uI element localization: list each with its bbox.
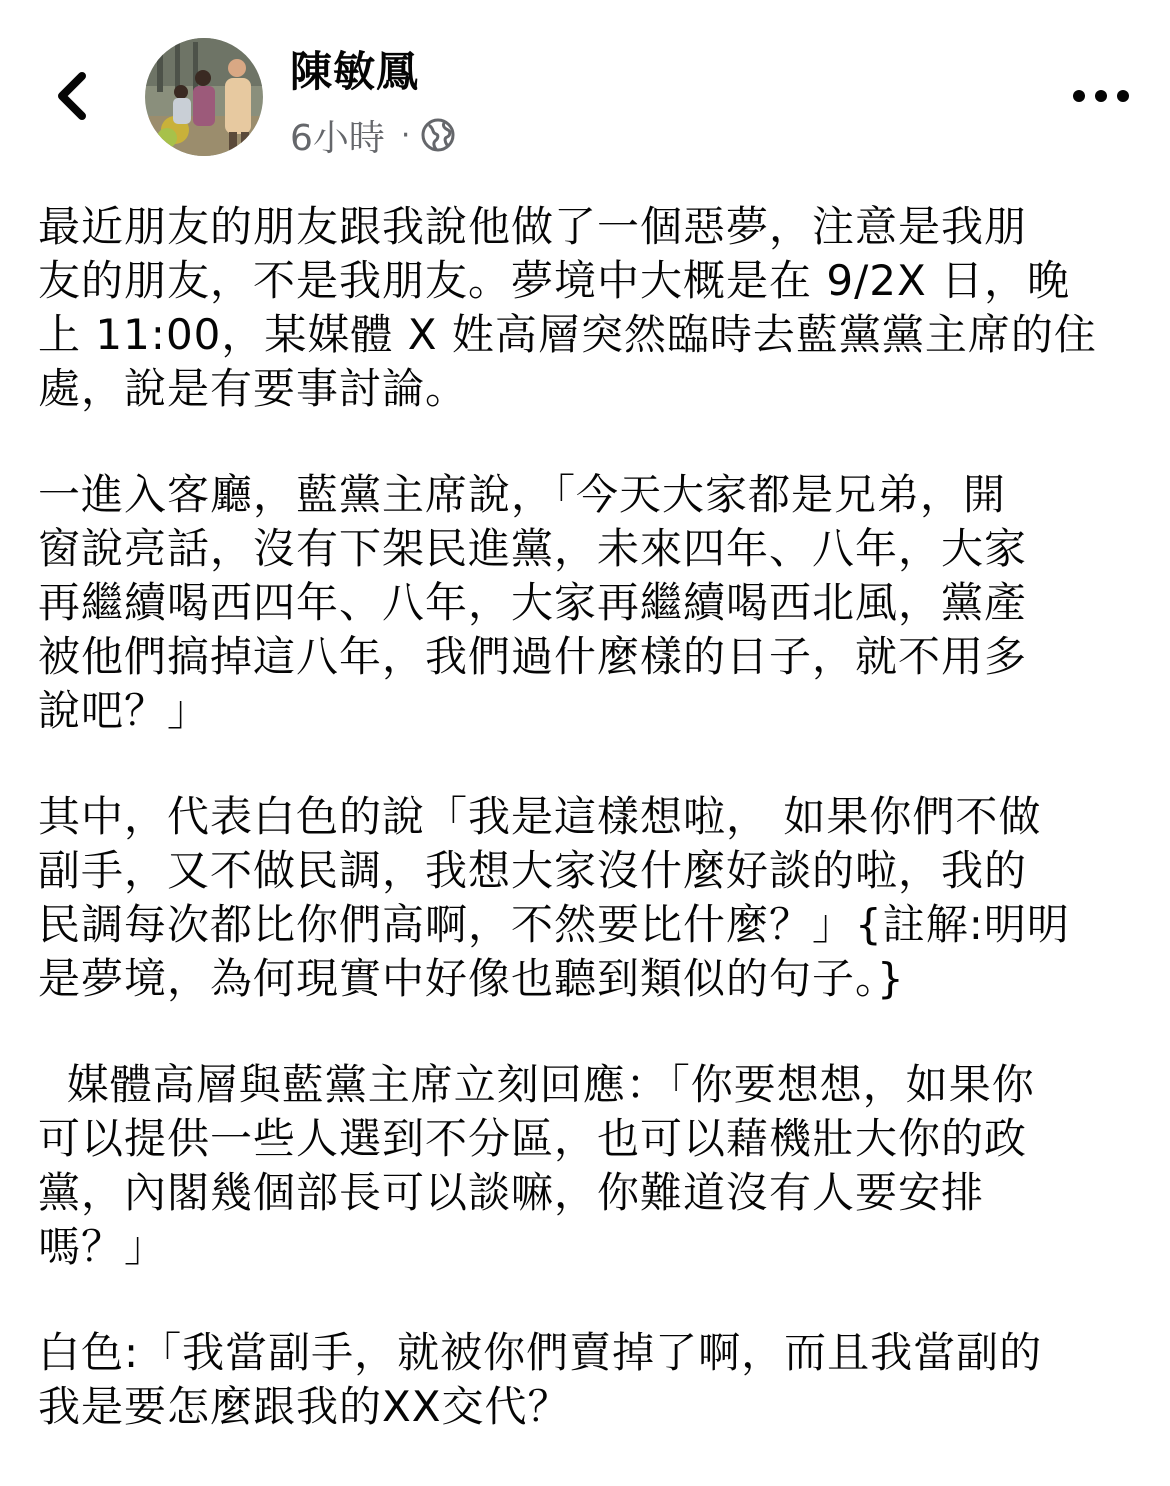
author-name[interactable]: 陳敏鳳 [290,47,420,96]
text-line: 最近朋友的朋友跟我說他做了一個惡夢，注意是我朋 [38,202,1028,251]
text-line: 可以提供一些人選到不分區，也可以藉機壯大你的政 [38,1114,1028,1163]
text-line: 一進入客廳，藍黨主席說，「今天大家都是兄弟，開 [38,470,1007,519]
paragraph-3 [38,790,1138,1006]
text-line: 說吧？」 [38,686,211,735]
globe-icon[interactable] [420,117,456,153]
text-line: 再繼續喝西四年、八年，大家再繼續喝西北風，黨產 [38,578,1028,627]
paragraph-5 [38,1326,1138,1434]
post-meta [290,110,456,160]
more-horizontal-icon [1066,74,1136,118]
post-timestamp[interactable]: 6小時 [290,117,385,159]
text-line: 是夢境，為何現實中好像也聽到類似的句子。} [38,954,905,1003]
back-button[interactable] [44,64,104,128]
text-line: 白色:「我當副手，就被你們賣掉了啊，而且我當副的 [38,1328,1043,1377]
text-line: 副手，又不做民調，我想大家沒什麼好談的啦，我的 [38,846,1028,895]
text-line: 民調每次都比你們高啊，不然要比什麼？」{註解:明明 [38,900,1070,949]
paragraph-1 [38,200,1138,416]
text-line: 黨，內閣幾個部長可以談嘛，你難道沒有人要安排 [38,1168,985,1217]
paragraph-2 [38,468,1138,738]
text-line: 友的朋友，不是我朋友。夢境中大概是在 9/2X 日，晚 [38,256,1071,305]
avatar[interactable] [145,38,263,156]
post-header [0,0,1170,175]
chevron-left-icon [44,64,104,128]
text-line: 處，說是有要事討論。 [38,364,469,413]
meta-separator: · [400,117,411,153]
avatar-photo [145,38,263,156]
text-line: 其中，代表白色的說「我是這樣想啦， 如果你們不做 [38,792,1042,841]
text-line: 嗎？」 [38,1222,168,1271]
text-line: 媒體高層與藍黨主席立刻回應：「你要想想，如果你 [38,1060,1035,1109]
text-line: 我是要怎麼跟我的XX交代？ [38,1382,571,1431]
post-body [38,200,1138,1486]
text-line: 被他們搞掉這八年，我們過什麼樣的日子，就不用多 [38,632,1028,681]
text-line: 上 11:00，某媒體 X 姓高層突然臨時去藍黨黨主席的住 [38,310,1097,359]
text-line: 窗說亮話，沒有下架民進黨，未來四年、八年，大家 [38,524,1028,573]
paragraph-4 [38,1058,1138,1274]
more-options-button[interactable] [1066,74,1136,118]
